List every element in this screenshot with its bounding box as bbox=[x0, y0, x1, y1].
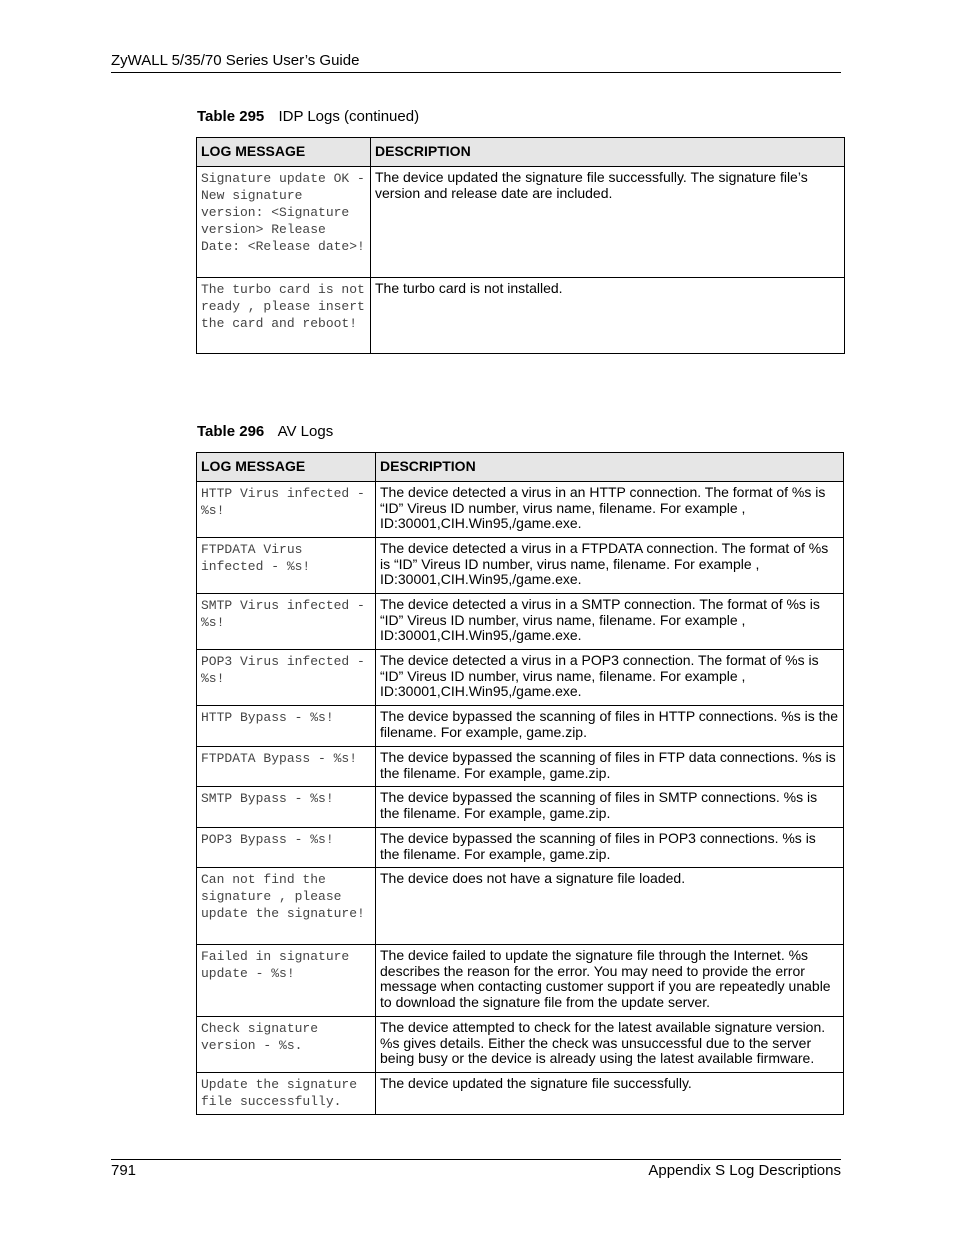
av-logs-table bbox=[196, 452, 844, 1115]
guide-title: ZyWALL 5/35/70 Series User’s Guide bbox=[111, 52, 360, 69]
log-message: HTTP Virus infected - %s! bbox=[197, 482, 376, 538]
table-row bbox=[197, 706, 844, 747]
log-message: HTTP Bypass - %s! bbox=[197, 706, 376, 747]
table-row bbox=[197, 828, 844, 868]
idp-logs-table bbox=[196, 137, 845, 354]
column-header-log-message: LOG MESSAGE bbox=[197, 453, 376, 482]
log-description: The device detected a virus in a SMTP connection. The format of %s is “ID” Vireus ID number, virus name, filename. For example , ID:30001,CIH.Win95,/game.exe. bbox=[376, 594, 844, 650]
table-row bbox=[197, 650, 844, 706]
log-message: FTPDATA Bypass - %s! bbox=[197, 747, 376, 787]
log-description: The device updated the signature file successfully. bbox=[376, 1073, 844, 1115]
log-message: Can not find the signature , please update the signature! bbox=[197, 868, 376, 945]
log-message: POP3 Virus infected - %s! bbox=[197, 650, 376, 706]
table-row bbox=[197, 538, 844, 594]
log-description: The device detected a virus in a FTPDATA connection. The format of %s is “ID” Vireus ID number, virus name, filename. For example , ID:30001,CIH.Win95,/game.exe. bbox=[376, 538, 844, 594]
section-title: Appendix S Log Descriptions bbox=[648, 1162, 841, 1179]
column-header-description: DESCRIPTION bbox=[376, 453, 844, 482]
column-header-description: DESCRIPTION bbox=[371, 138, 845, 167]
table-row bbox=[197, 1017, 844, 1073]
running-footer bbox=[111, 1159, 841, 1180]
log-description: The device failed to update the signature file through the Internet. %s describes the reason for the error. You may need to provide the error message when contacting customer support if you are repeatedly unable to download the signature file from the update server. bbox=[376, 945, 844, 1017]
log-description: The turbo card is not installed. bbox=[371, 278, 845, 354]
table-row bbox=[197, 167, 845, 278]
log-description: The device bypassed the scanning of files in SMTP connections. %s is the filename. For example, game.zip. bbox=[376, 787, 844, 828]
log-description: The device detected a virus in an HTTP connection. The format of %s is “ID” Vireus ID number, virus name, filename. For example , ID:30001,CIH.Win95,/game.exe. bbox=[376, 482, 844, 538]
table-row bbox=[197, 868, 844, 945]
log-description: The device bypassed the scanning of files in HTTP connections. %s is the filename. For example, game.zip. bbox=[376, 706, 844, 747]
table-number: Table 295 bbox=[197, 108, 265, 125]
table-row bbox=[197, 787, 844, 828]
table-row bbox=[197, 1073, 844, 1115]
log-message: Check signature version - %s. bbox=[197, 1017, 376, 1073]
table-header-row bbox=[197, 138, 845, 167]
table-296-caption bbox=[197, 423, 333, 441]
log-message: Failed in signature update - %s! bbox=[197, 945, 376, 1017]
log-message: SMTP Virus infected - %s! bbox=[197, 594, 376, 650]
log-message: FTPDATA Virus infected - %s! bbox=[197, 538, 376, 594]
table-row bbox=[197, 482, 844, 538]
log-message: Update the signature file successfully. bbox=[197, 1073, 376, 1115]
log-message: Signature update OK - New signature version: <Signature version> Release Date: <Release date>! bbox=[197, 167, 371, 278]
page-number: 791 bbox=[111, 1162, 137, 1179]
table-row bbox=[197, 747, 844, 787]
log-message: The turbo card is not ready , please insert the card and reboot! bbox=[197, 278, 371, 354]
log-description: The device bypassed the scanning of files in FTP data connections. %s is the filename. For example, game.zip. bbox=[376, 747, 844, 787]
column-header-log-message: LOG MESSAGE bbox=[197, 138, 371, 167]
log-description: The device updated the signature file successfully. The signature file’s version and release date are included. bbox=[371, 167, 845, 278]
table-title: IDP Logs (continued) bbox=[278, 108, 420, 125]
log-description: The device detected a virus in a POP3 connection. The format of %s is “ID” Vireus ID number, virus name, filename. For example , ID:30001,CIH.Win95,/game.exe. bbox=[376, 650, 844, 706]
table-title: AV Logs bbox=[277, 423, 334, 440]
log-description: The device attempted to check for the latest available signature version. %s gives details. Either the check was unsuccessful due to the server being busy or the device is already using the latest available firmware. bbox=[376, 1017, 844, 1073]
running-header bbox=[111, 52, 841, 73]
table-295-caption bbox=[197, 108, 419, 126]
log-description: The device bypassed the scanning of files in POP3 connections. %s is the filename. For example, game.zip. bbox=[376, 828, 844, 868]
table-row bbox=[197, 278, 845, 354]
log-message: SMTP Bypass - %s! bbox=[197, 787, 376, 828]
table-row bbox=[197, 945, 844, 1017]
log-message: POP3 Bypass - %s! bbox=[197, 828, 376, 868]
table-number: Table 296 bbox=[197, 423, 265, 440]
log-description: The device does not have a signature file loaded. bbox=[376, 868, 844, 945]
table-header-row bbox=[197, 453, 844, 482]
table-row bbox=[197, 594, 844, 650]
